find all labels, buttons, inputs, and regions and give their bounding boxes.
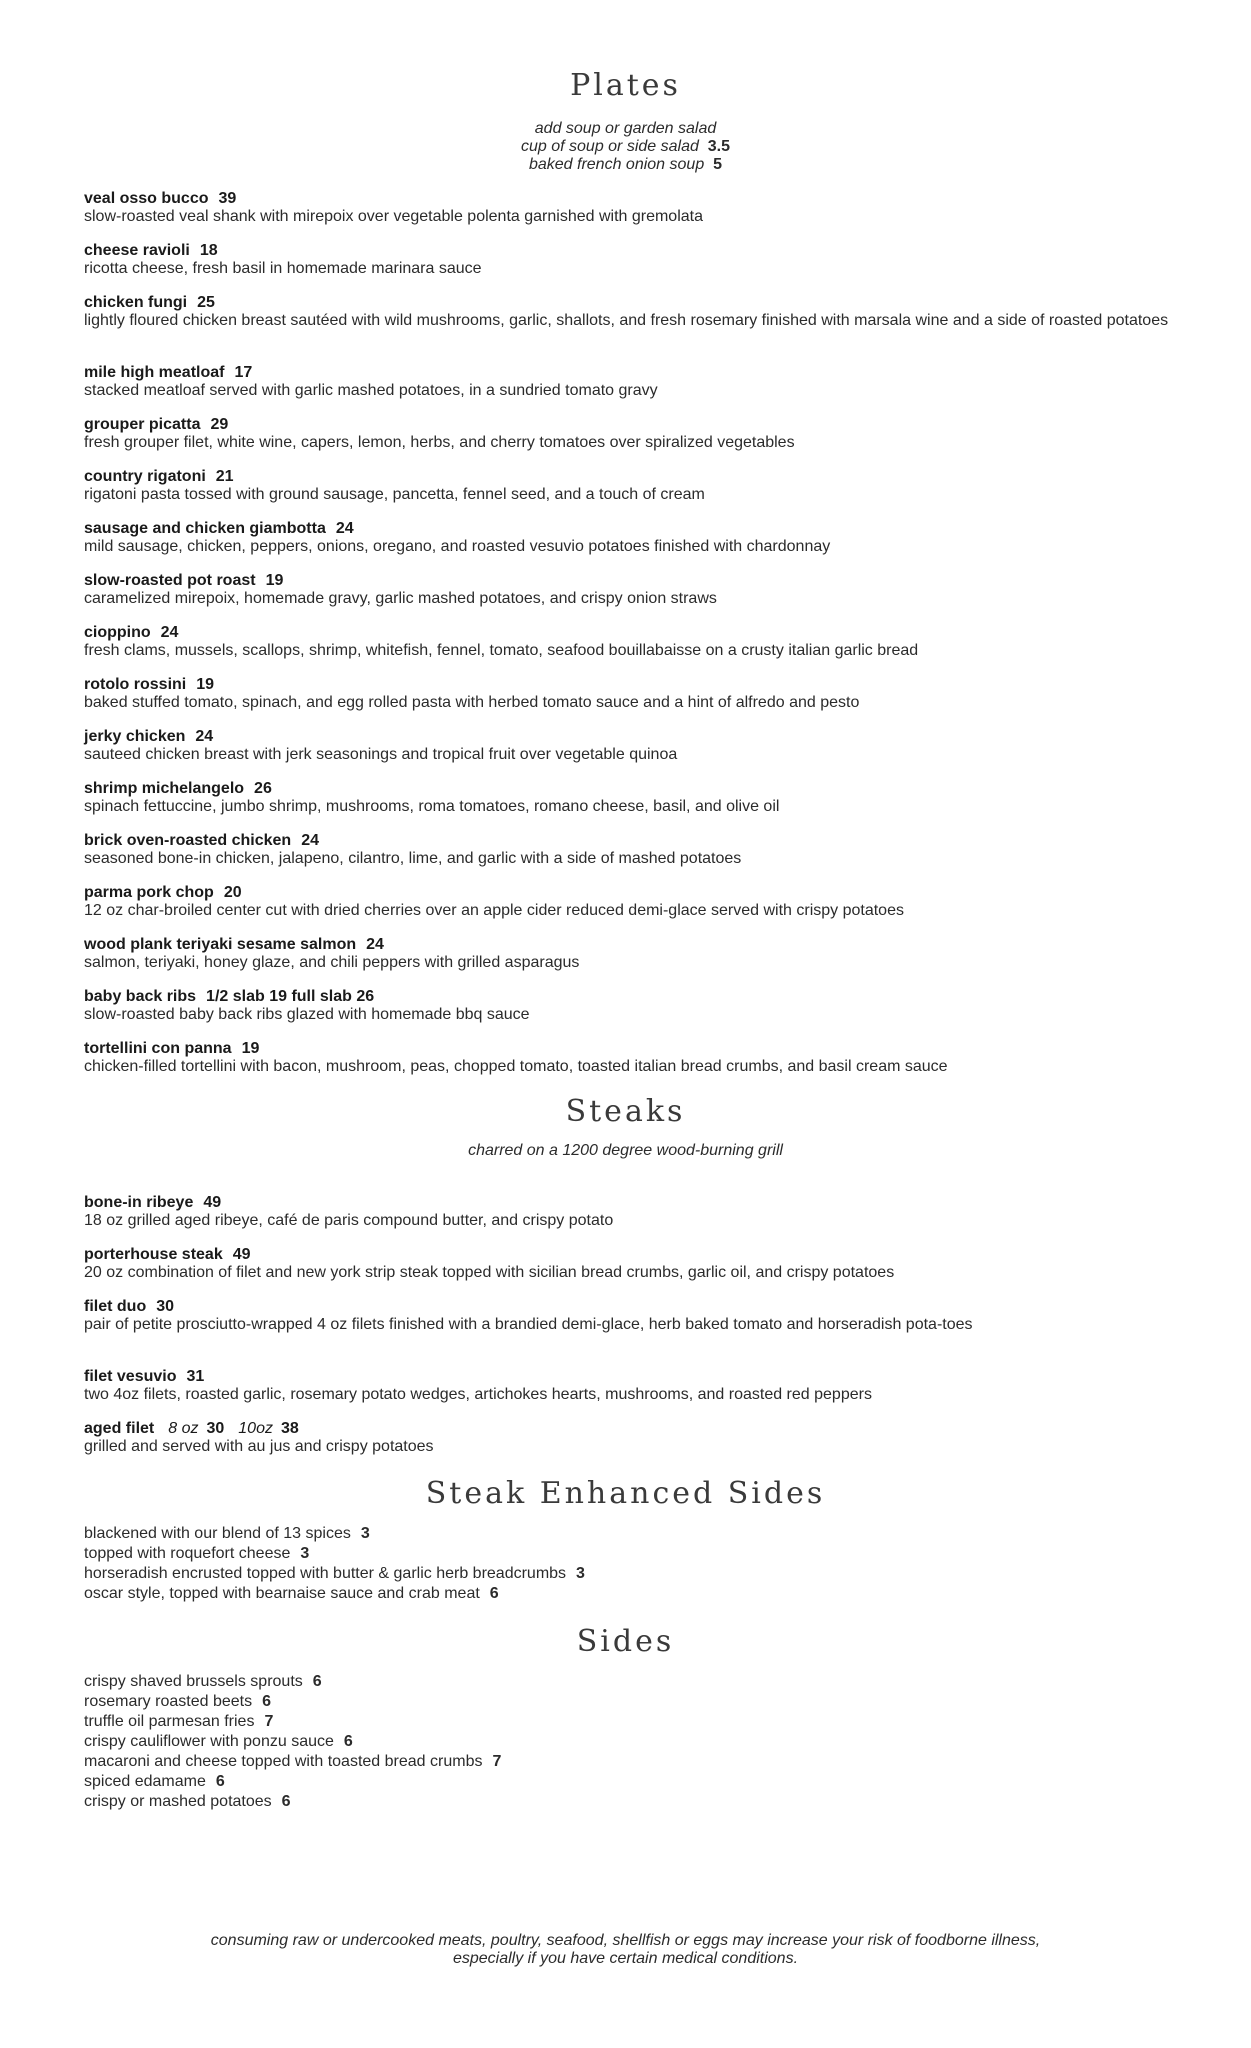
food-safety-disclaimer: [0, 1932, 1251, 1968]
list-item: horseradish encrusted topped with butter & garlic herb breadcrumbs 3: [84, 1565, 585, 1582]
item-description: stacked meatloaf served with garlic mashed potatoes, in a sundried tomato gravy: [84, 382, 658, 399]
item-price: 24: [366, 936, 384, 953]
item-name: tortellini con panna: [84, 1040, 232, 1057]
item-price: 39: [218, 190, 237, 207]
item-name: veal osso bucco: [84, 190, 209, 207]
list-item: rosemary roasted beets 6: [84, 1693, 271, 1710]
item-price: 19: [265, 572, 284, 589]
item-price: 30: [206, 1420, 225, 1437]
menu-item: [84, 1298, 1174, 1334]
menu-item: [84, 832, 1174, 868]
menu-item: [84, 520, 1174, 556]
item-name: porterhouse steak: [84, 1246, 223, 1263]
item-price: 38: [280, 1420, 299, 1437]
menu-item: [84, 1194, 1174, 1230]
item-price: 24: [160, 624, 179, 641]
menu-item: [84, 624, 1174, 660]
item-description: slow-roasted veal shank with mirepoix over vegetable polenta garnished with gremolata: [84, 208, 703, 225]
menu-item: [84, 294, 1174, 330]
menu-item: [84, 364, 1174, 400]
item-price: 49: [203, 1194, 222, 1211]
item-description: fresh clams, mussels, scallops, shrimp, whitefish, fennel, tomato, seafood bouillabaisse on a crusty italian garlic bread: [84, 642, 919, 659]
sides-heading: Sides: [576, 1624, 675, 1659]
disclaimer-line-1: consuming raw or undercooked meats, poultry, seafood, shellfish or eggs may increase your risk of foodborne illness,: [210, 1932, 1041, 1949]
item-description: 12 oz char-broiled center cut with dried cherries over an apple cider reduced demi-glace served with crispy potatoes: [84, 902, 904, 919]
disclaimer-line-2: especially if you have certain medical conditions.: [452, 1950, 799, 1967]
item-name: slow-roasted pot roast: [84, 572, 256, 589]
menu-item: [84, 936, 1174, 972]
menu-item: [84, 416, 1174, 452]
list-item: blackened with our blend of 13 spices 3: [84, 1525, 370, 1542]
steaks-heading: Steaks: [565, 1094, 686, 1129]
item-description: pair of petite prosciutto-wrapped 4 oz filets finished with a brandied demi-glace, herb baked tomato and horseradish pota-toes: [84, 1316, 973, 1333]
menu-item-aged-filet: [84, 1420, 1174, 1456]
item-price: 17: [234, 364, 253, 381]
item-name: wood plank teriyaki sesame salmon: [84, 936, 357, 953]
item-description: lightly floured chicken breast sautéed with wild mushrooms, garlic, shallots, and fresh rosemary finished with marsala wine and a side of roasted potatoes: [84, 312, 1169, 329]
menu-item: [84, 468, 1174, 504]
item-name: bone-in ribeye: [84, 1194, 194, 1211]
item-description: salmon, teriyaki, honey glaze, and chili peppers with grilled asparagus: [84, 954, 580, 971]
item-name: shrimp michelangelo: [84, 780, 245, 797]
item-description: seasoned bone-in chicken, jalapeno, cilantro, lime, and garlic with a side of mashed potatoes: [84, 850, 742, 867]
item-price: 24: [335, 520, 354, 537]
item-price: 26: [254, 780, 272, 797]
item-name: parma pork chop: [84, 884, 214, 901]
item-name: cheese ravioli: [84, 242, 190, 259]
list-item: oscar style, topped with bearnaise sauce and crab meat 6: [84, 1585, 499, 1602]
item-description: mild sausage, chicken, peppers, onions, oregano, and roasted vesuvio potatoes finished with chardonnay: [84, 538, 831, 555]
item-name: grouper picatta: [84, 416, 201, 433]
item-description: rigatoni pasta tossed with ground sausage, pancetta, fennel seed, and a touch of cream: [84, 486, 705, 503]
item-price: 20: [223, 884, 242, 901]
menu-item: [84, 1246, 1174, 1282]
list-item: truffle oil parmesan fries 7: [84, 1713, 274, 1730]
item-price: 24: [195, 728, 214, 745]
item-name: brick oven-roasted chicken: [84, 832, 292, 849]
menu-item: [84, 884, 1174, 920]
list-item: crispy cauliflower with ponzu sauce 6: [84, 1733, 353, 1750]
menu-item: [84, 1368, 1174, 1404]
menu-item: [84, 676, 1174, 712]
item-name: aged filet: [84, 1420, 155, 1437]
item-name: chicken fungi: [84, 294, 188, 311]
menu-item: [84, 242, 1174, 278]
list-item: crispy or mashed potatoes 6: [84, 1793, 291, 1810]
item-name: mile high meatloaf: [84, 364, 225, 381]
item-description: slow-roasted baby back ribs glazed with homemade bbq sauce: [84, 1006, 530, 1023]
plates-note-2: cup of soup or side salad 3.5: [520, 138, 731, 155]
item-price: 29: [210, 416, 229, 433]
menu-item: [84, 988, 1174, 1024]
steaks-note: charred on a 1200 degree wood-burning grill: [468, 1142, 783, 1159]
item-price: 21: [215, 468, 234, 485]
item-description: baked stuffed tomato, spinach, and egg rolled pasta with herbed tomato sauce and a hint of alfredo and pesto: [84, 694, 860, 711]
item-description: sauteed chicken breast with jerk seasonings and tropical fruit over vegetable quinoa: [84, 746, 678, 763]
plates-heading: Plates: [570, 68, 681, 103]
menu-item: [84, 780, 1174, 816]
item-description: 20 oz combination of filet and new york strip steak topped with sicilian bread crumbs, garlic oil, and crispy potatoes: [84, 1264, 895, 1281]
item-name: jerky chicken: [84, 728, 186, 745]
item-description: two 4oz filets, roasted garlic, rosemary potato wedges, artichokes hearts, mushrooms, and roasted red peppers: [84, 1386, 872, 1403]
item-name: filet vesuvio: [84, 1368, 177, 1385]
list-item: crispy shaved brussels sprouts 6: [84, 1673, 322, 1690]
menu-item: [84, 1040, 1174, 1076]
item-price: 19: [241, 1040, 260, 1057]
item-price: 19: [196, 676, 215, 693]
item-name: filet duo: [84, 1298, 147, 1315]
item-description: spinach fettuccine, jumbo shrimp, mushrooms, roma tomatoes, romano cheese, basil, and olive oil: [84, 798, 780, 815]
item-price: 31: [186, 1368, 205, 1385]
plates-note-1: add soup or garden salad: [534, 120, 717, 137]
item-name: sausage and chicken giambotta: [84, 520, 326, 537]
item-description: caramelized mirepoix, homemade gravy, garlic mashed potatoes, and crispy onion straws: [84, 590, 717, 607]
item-price: 24: [301, 832, 319, 849]
item-price: 1/2 slab 19 full slab 26: [206, 988, 375, 1005]
item-size: 10oz: [238, 1420, 273, 1437]
item-description: fresh grouper filet, white wine, capers, lemon, herbs, and cherry tomatoes over spiralized vegetables: [84, 434, 795, 451]
plates-note-3: baked french onion soup 5: [528, 156, 723, 173]
item-description: grilled and served with au jus and crispy potatoes: [84, 1438, 434, 1455]
enhanced-sides-heading: Steak Enhanced Sides: [425, 1476, 826, 1511]
list-item: spiced edamame 6: [84, 1773, 225, 1790]
list-item: topped with roquefort cheese 3: [84, 1545, 310, 1562]
item-name: rotolo rossini: [84, 676, 187, 693]
menu-item: [84, 190, 1174, 226]
item-price: 30: [156, 1298, 175, 1315]
item-description: ricotta cheese, fresh basil in homemade marinara sauce: [84, 260, 482, 277]
menu-item: [84, 728, 1174, 764]
item-name: cioppino: [84, 624, 151, 641]
menu-item: [84, 572, 1174, 608]
item-size: 8 oz: [168, 1420, 199, 1437]
item-price: 49: [232, 1246, 251, 1263]
item-price: 18: [199, 242, 218, 259]
item-description: 18 oz grilled aged ribeye, café de paris compound butter, and crispy potato: [84, 1212, 614, 1229]
item-price: 25: [197, 294, 215, 311]
item-name: country rigatoni: [84, 468, 206, 485]
list-item: macaroni and cheese topped with toasted bread crumbs 7: [84, 1753, 502, 1770]
item-description: chicken-filled tortellini with bacon, mushroom, peas, chopped tomato, toasted italian bread crumbs, and basil cream sauce: [84, 1058, 948, 1075]
item-name: baby back ribs: [84, 988, 197, 1005]
